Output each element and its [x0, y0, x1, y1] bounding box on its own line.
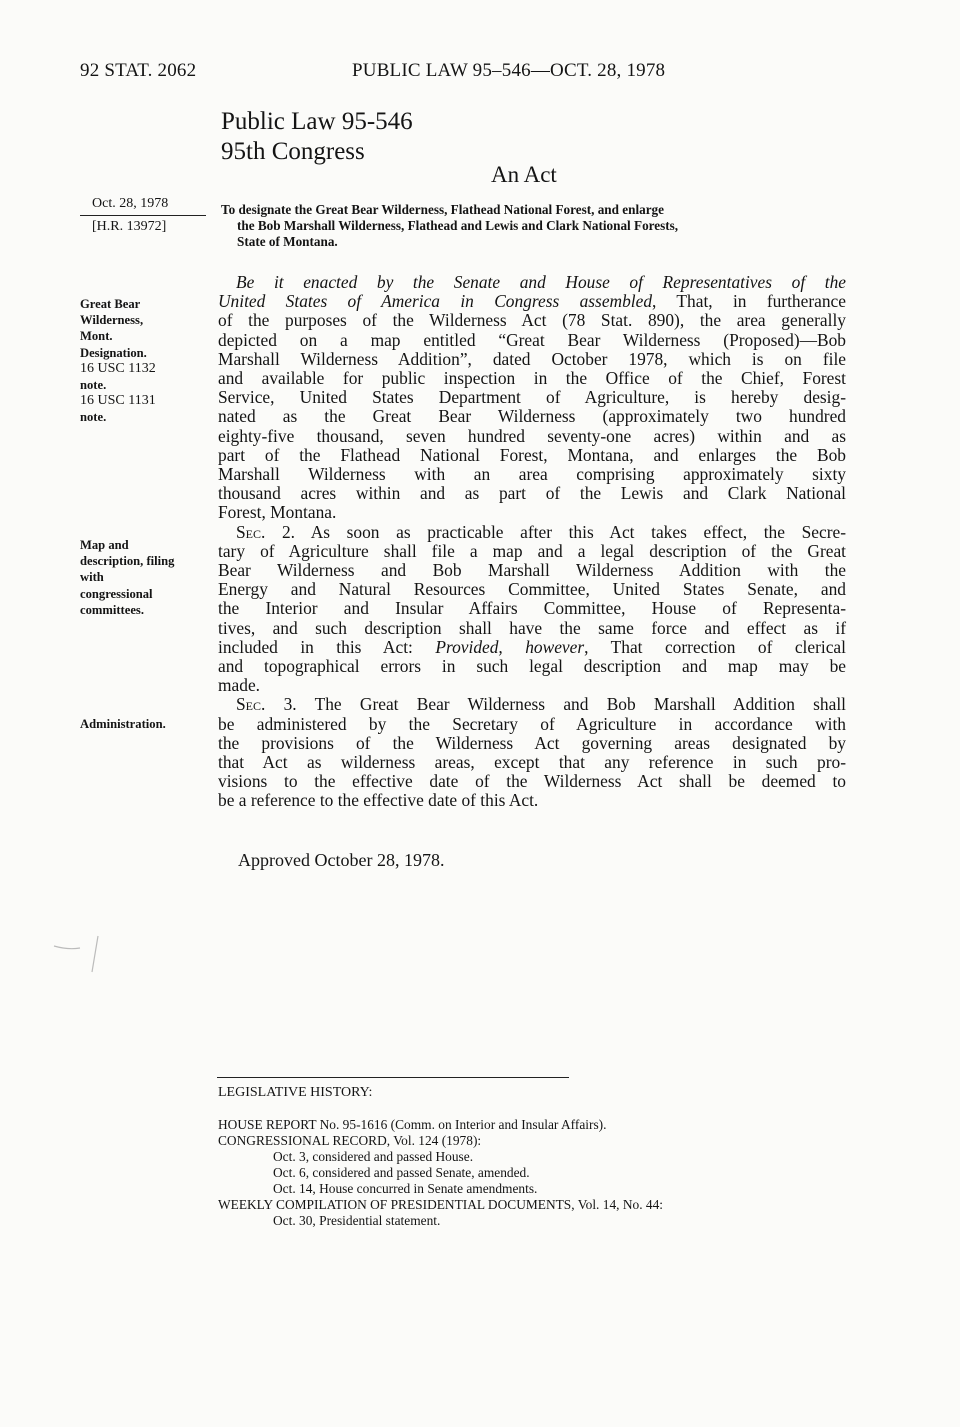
body-line: Marshall Wilderness with an area comprising approximately sixty [218, 464, 846, 485]
legislative-history-title: LEGISLATIVE HISTORY: [218, 1085, 373, 1100]
margin-note-line: description, filing [80, 554, 175, 569]
enacting-clause-text: , That, in furtherance [652, 291, 846, 312]
section-label: Sec. 3. [236, 694, 297, 715]
body-line: and available for public inspection in the Office of the Chief, Forest [218, 368, 846, 389]
margin-note-designation [80, 296, 156, 426]
section-2-text: As soon as practicable after this Act takes effect, the Secre- [295, 521, 846, 542]
bill-number: [H.R. 13972] [92, 219, 167, 234]
enacting-clause-line [218, 273, 846, 292]
congress-title: 95th Congress [221, 138, 365, 165]
proviso-post: , That correction of clerical [584, 636, 846, 657]
body-line: thousand acres within and as part of the Lewis and Clark National [218, 483, 846, 504]
body-line: tary of Agriculture shall file a map and a legal description of the Great [218, 540, 846, 561]
record-item: Oct. 14, House concurred in Senate amendments. [273, 1181, 538, 1196]
body-line: and topographical errors in such legal description and map may be [218, 656, 846, 677]
purpose-line: To designate the Great Bear Wilderness, Flathead National Forest, and enlarge [221, 202, 664, 217]
body-line: nated as the Great Bear Wilderness (approximately two hundred [218, 406, 846, 427]
body-line: eighty-five thousand, seven hundred seventy-one acres) within and as [218, 425, 846, 446]
page-reference: 92 STAT. 2062 [80, 60, 197, 81]
body-line: Forest, Montana. [218, 502, 337, 523]
proviso-italic: Provided, however [435, 636, 585, 657]
margin-note-line: congressional [80, 586, 153, 601]
body-line: Energy and Natural Resources Committee, United States Senate, and [218, 579, 846, 600]
section-3-text: The Great Bear Wilderness and Bob Marshall Addition shall [296, 694, 846, 715]
purpose-line: State of Montana. [237, 234, 338, 249]
body-line: be administered by the Secretary of Agriculture in accordance with [218, 713, 846, 734]
proviso-line [218, 638, 846, 657]
margin-note-map [80, 537, 174, 618]
section-label: Sec. 2. [236, 521, 296, 542]
margin-note-line: Great Bear [80, 297, 141, 311]
body-line: visions to the effective date of the Wilderness Act shall be deemed to [218, 771, 846, 792]
usc-citation: 16 USC 1132 [80, 360, 156, 376]
enacting-clause-line [218, 292, 846, 311]
purpose-line: the Bob Marshall Wilderness, Flathead and Lewis and Clark National Forests, [237, 218, 679, 233]
enactment-date: Oct. 28, 1978 [92, 196, 169, 211]
body-line: Bear Wilderness and Bob Marshall Wilderness Addition with the [218, 560, 846, 581]
enacting-clause-italic: Be it enacted by the Senate and House of Representatives of the [236, 272, 846, 292]
legislative-history-divider [217, 1077, 569, 1078]
body-line: part of the Flathead National Forest, Montana, and enlarges the Bob [218, 444, 846, 465]
margin-note-line: Wilderness, [80, 313, 144, 328]
body-line: the provisions of the Wilderness Act governing areas designated by [218, 732, 846, 753]
date-divider [80, 215, 206, 216]
margin-note-line: Map and [80, 538, 129, 552]
usc-citation: 16 USC 1131 [80, 393, 156, 409]
record-item: Oct. 3, considered and passed House. [273, 1149, 474, 1164]
body-line: the Interior and Insular Affairs Committee, House of Representa- [218, 598, 846, 619]
margin-note-line: committees. [80, 602, 144, 617]
margin-note-line: Mont. [80, 329, 113, 344]
body-line: made. [218, 675, 261, 696]
margin-note-line: Designation. [80, 345, 147, 360]
body-line: that Act as wilderness areas, except that any reference in such pro- [218, 752, 846, 773]
margin-note-line: with [80, 570, 104, 585]
body-line: Service, United States Department of Agriculture, is hereby desig- [218, 387, 846, 408]
act-body [218, 273, 846, 811]
legislative-history [218, 1117, 663, 1229]
running-title: PUBLIC LAW 95–546—OCT. 28, 1978 [352, 60, 666, 81]
enacting-clause-italic: United States of America in Congress assembled [218, 291, 653, 312]
margin-note-administration: Administration. [80, 717, 166, 731]
weekly-item: Oct. 30, Presidential statement. [273, 1213, 441, 1228]
weekly-compilation: WEEKLY COMPILATION OF PRESIDENTIAL DOCUMENTS, Vol. 14, No. 44: [218, 1197, 664, 1212]
act-heading: An Act [491, 162, 557, 187]
section-2-first-line [218, 523, 846, 542]
usc-note: note. [80, 410, 107, 425]
pencil-mark [50, 928, 110, 978]
act-purpose [221, 202, 847, 250]
body-line: of the purposes of the Wilderness Act (78 Stat. 890), the area generally [218, 310, 846, 331]
usc-note: note. [80, 378, 107, 393]
record-item: Oct. 6, considered and passed Senate, amended. [273, 1165, 530, 1180]
section-3-first-line [218, 695, 846, 714]
public-law-title: Public Law 95-546 [221, 108, 413, 135]
body-line: tives, and such description shall have the same force and effect as if [218, 617, 846, 638]
body-line: depicted on a map entitled “Great Bear Wilderness (Proposed)—Bob [218, 329, 846, 350]
house-report: HOUSE REPORT No. 95-1616 (Comm. on Interior and Insular Affairs). [218, 1117, 607, 1132]
approval-statement: Approved October 28, 1978. [238, 850, 445, 870]
body-line: Marshall Wilderness Addition”, dated October 1978, which is on file [218, 348, 846, 369]
proviso-pre: included in this Act: [218, 636, 436, 657]
congressional-record: CONGRESSIONAL RECORD, Vol. 124 (1978): [218, 1133, 482, 1148]
body-line: be a reference to the effective date of this Act. [218, 790, 539, 811]
